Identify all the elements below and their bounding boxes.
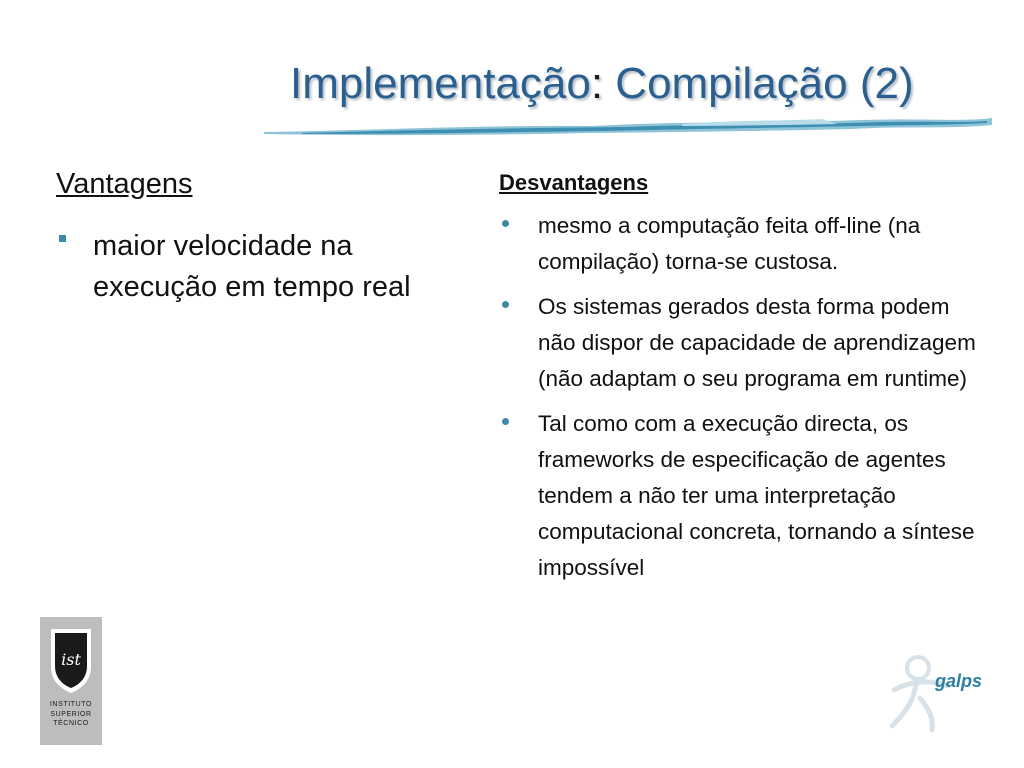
ist-line: INSTITUTO (49, 701, 93, 708)
ist-shield-icon (49, 627, 93, 695)
title-rest: Compilação (2) (603, 59, 914, 108)
vantagens-heading: Vantagens (56, 168, 193, 200)
galps-figure-icon (882, 650, 990, 734)
ist-logo (40, 617, 102, 745)
vantagens-bullet (56, 226, 426, 308)
desvantagens-bullet (499, 406, 989, 586)
round-bullet-icon (502, 220, 509, 227)
desvantagens-bullet (499, 208, 989, 280)
square-bullet-icon (59, 235, 66, 242)
desvantagens-heading: Desvantagens (499, 170, 649, 195)
ist-wordmark (40, 700, 102, 729)
desvantagens-bullet (499, 289, 989, 397)
slide-title (290, 58, 914, 110)
desvantagens-bullet-text: Tal como com a execução directa, os frameworks de especificação de agentes tendem a não ter uma interpretação computacional concreta, tornando a síntese impossível (538, 411, 975, 580)
round-bullet-icon (502, 418, 509, 425)
desvantagens-list (499, 208, 989, 595)
vantagens-bullet-text: maior velocidade na execução em tempo real (93, 230, 411, 303)
title-colon: : (590, 59, 604, 108)
title-underline-brush (262, 112, 994, 140)
galps-wordmark: galps (935, 671, 983, 691)
round-bullet-icon (502, 301, 509, 308)
desvantagens-bullet-text: mesmo a computação feita off-line (na compilação) torna-se custosa. (538, 213, 921, 274)
ist-line: SUPERIOR (50, 710, 92, 718)
title-main: Implementação (290, 59, 591, 108)
desvantagens-bullet-text: Os sistemas gerados desta forma podem não dispor de capacidade de aprendizagem (não adaptam o seu programa em runtime) (538, 294, 976, 391)
ist-monogram: ist (61, 650, 81, 669)
ist-line: TÉCNICO (53, 720, 89, 727)
